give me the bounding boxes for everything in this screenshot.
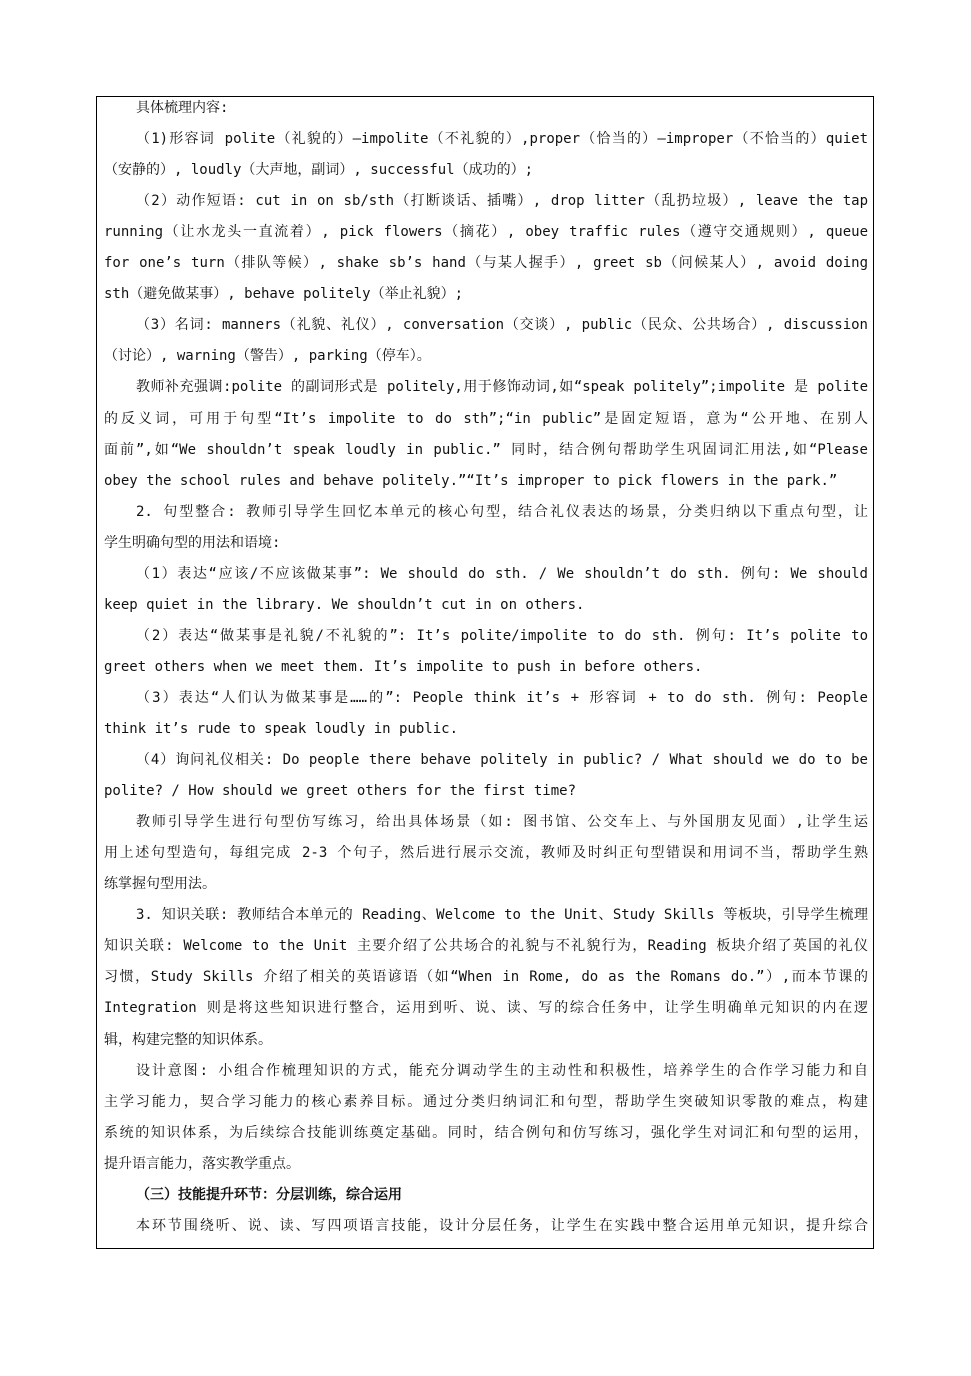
text-line: 3. 知识关联: 教师结合本单元的 Reading、Welcome to the Unit、Study Skills 等板块，引导学生梳理 bbox=[136, 907, 868, 924]
text-line: 用上述句型造句，每组完成 2-3 个句子，然后进行展示交流，教师及时纠正句型错误和用词不当，帮助学生熟 bbox=[104, 845, 868, 862]
text-line: think it’s rude to speak loudly in public. bbox=[104, 721, 459, 737]
text-line: 本环节围绕听、说、读、写四项语言技能，设计分层任务，让学生在实践中整合运用单元知识，提升综合 bbox=[136, 1217, 868, 1234]
text-line: 具体梳理内容: bbox=[136, 100, 229, 116]
text-line: （安静的）, loudly（大声地，副词）, successful（成功的）; bbox=[104, 162, 534, 179]
text-line: （2）表达“做某事是礼貌/不礼貌的”: It’s polite/impolite to do sth. 例句: It’s polite to bbox=[136, 627, 868, 644]
text-line: 教师补充强调:polite 的副词形式是 politely,用于修饰动词,如“speak politely”;impolite 是 polite bbox=[136, 379, 868, 396]
text-line: （1）表达“应该/不应该做某事”: We should do sth. / We shouldn’t do sth. 例句: We should bbox=[136, 565, 868, 582]
text-line: keep quiet in the library. We shouldn’t cut in on others. bbox=[104, 596, 585, 613]
text-line: 主学习能力，契合学习能力的核心素养目标。通过分类归纳词汇和句型，帮助学生突破知识零散的难点，构建 bbox=[104, 1093, 868, 1110]
text-line: sth（避免做某事）, behave politely（举止礼貌）; bbox=[104, 286, 464, 303]
text-line: 练掌握句型用法。 bbox=[104, 876, 216, 893]
text-line: 教师引导学生进行句型仿写练习，给出具体场景（如: 图书馆、公交车上、与外国朋友见面）,让学生运 bbox=[136, 814, 868, 831]
text-line: 辑，构建完整的知识体系。 bbox=[104, 1031, 272, 1048]
text-line: 的反义词，可用于句型“It’s impolite to do sth”;“in public”是固定短语，意为“公开地、在别人 bbox=[104, 410, 868, 427]
text-line: 知识关联: Welcome to the Unit 主要介绍了公共场合的礼貌与不礼貌行为，Reading 板块介绍了英国的礼仪 bbox=[104, 938, 868, 955]
text-line: 面前”,如“We shouldn’t speak loudly in public.” 同时，结合例句帮助学生巩固词汇用法,如“Please bbox=[104, 441, 868, 458]
text-line: Integration 则是将这些知识进行整合，运用到听、说、读、写的综合任务中，让学生明确单元知识的内在逻 bbox=[104, 1000, 868, 1017]
text-line: for one’s turn（排队等候）, shake sb’s hand（与某人握手）, greet sb（问候某人）, avoid doing bbox=[104, 255, 868, 272]
text-line: 系统的知识体系，为后续综合技能训练奠定基础。同时，结合例句和仿写练习，强化学生对词汇和句型的运用， bbox=[104, 1124, 868, 1141]
text-line: （4）询问礼仪相关: Do people there behave politely in public? / What should we do to be bbox=[136, 752, 868, 769]
text-line: （讨论）, warning（警告）, parking（停车）。 bbox=[104, 348, 431, 365]
text-line: 提升语言能力，落实教学重点。 bbox=[104, 1155, 300, 1172]
text-line: （3）名词: manners（礼貌、礼仪）, conversation（交谈）, public（民众、公共场合）, discussion bbox=[136, 317, 868, 334]
text-line: （3）表达“人们认为做某事是……的”: People think it’s + 形容词 + to do sth. 例句: People bbox=[136, 689, 868, 706]
section-heading: （三）技能提升环节：分层训练，综合运用 bbox=[136, 1186, 402, 1203]
text-line: （2）动作短语: cut in on sb/sth（打断谈话、插嘴）, drop litter（乱扔垃圾）, leave the tap bbox=[136, 193, 868, 210]
text-line: greet others when we meet them. It’s impolite to push in before others. bbox=[104, 658, 703, 675]
text-line: 设计意图: 小组合作梳理知识的方式，能充分调动学生的主动性和积极性，培养学生的合作学习能力和自 bbox=[136, 1062, 868, 1079]
text-line: 习惯，Study Skills 介绍了相关的英语谚语（如“When in Rome, do as the Romans do.”）,而本节课的 bbox=[104, 969, 868, 986]
text-line: （1)形容词 polite（礼貌的）—impolite（不礼貌的）,proper（恰当的）—improper（不恰当的）quiet bbox=[136, 131, 868, 148]
text-line: obey the school rules and behave politely.”“It’s improper to pick flowers in the park.” bbox=[104, 472, 838, 489]
text-line: 2. 句型整合: 教师引导学生回忆本单元的核心句型，结合礼仪表达的场景，分类归纳以下重点句型，让 bbox=[136, 503, 868, 520]
text-line: polite? / How should we greet others for the first time? bbox=[104, 783, 577, 800]
text-line: running（让水龙头一直流着）, pick flowers（摘花）, obey traffic rules（遵守交通规则）, queue bbox=[104, 224, 868, 241]
text-line: 学生明确句型的用法和语境: bbox=[104, 534, 281, 551]
